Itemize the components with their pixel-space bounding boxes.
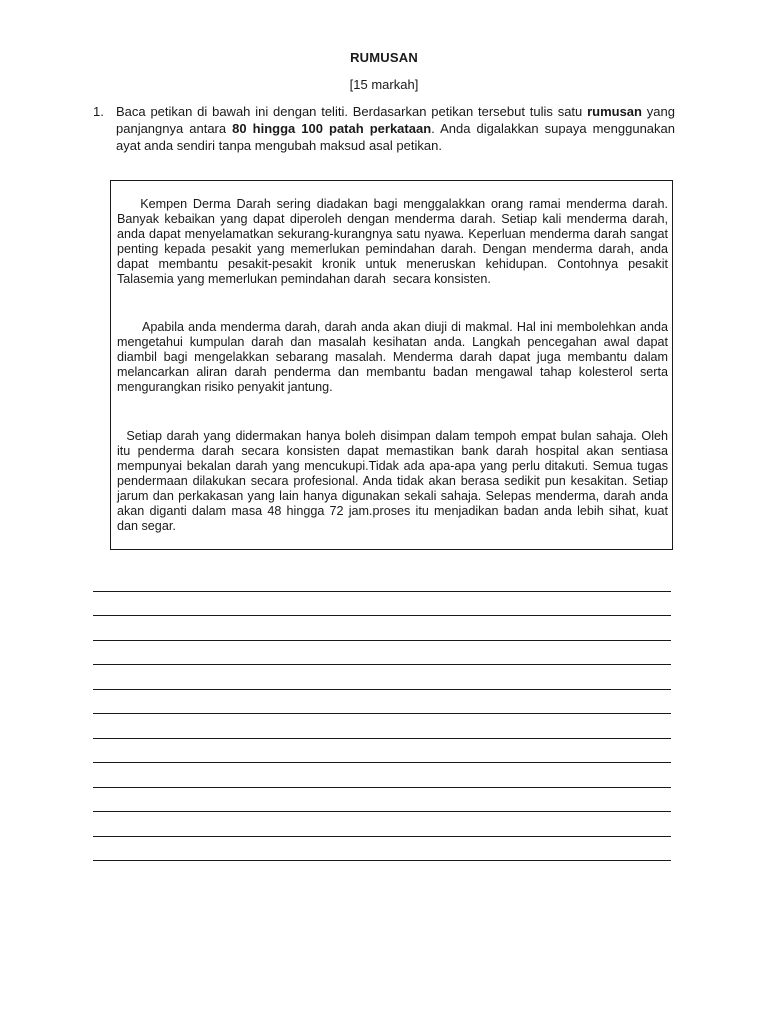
instruction-text-2: yang panjangnya antara: [116, 104, 675, 136]
question-instruction: [116, 103, 675, 154]
passage-paragraph-1: Kempen Derma Darah sering diadakan bagi menggalakkan orang ramai menderma darah. Banyak kebaikan yang dapat diperoleh dengan menderma darah. Setiap kali menderma darah, anda dapat menyelamatkan sekurang-kurangnya satu nyawa. Keperluan menderma darah sangat penting kepada pesakit yang memerlukan pemindahan darah. Dengan menderma darah, anda dapat membantu pesakit-pesakit kronik untuk meneruskan kehidupan. Contohnya pesakit Talasemia yang memerlukan pemindahan darah secara konsisten.: [117, 197, 672, 286]
question-block: [93, 103, 675, 154]
answer-line[interactable]: [93, 738, 671, 739]
answer-line[interactable]: [93, 664, 671, 665]
instruction-bold-2: 80 hingga 100 patah perkataan: [232, 121, 432, 136]
answer-line[interactable]: [93, 811, 671, 812]
passage-paragraph-2: Apabila anda menderma darah, darah anda akan diuji di makmal. Hal ini membolehkan anda mengetahui kumpulan darah dan masalah kesihatan anda. Langkah pencegahan awal dapat diambil bagi mengelakkan sebarang masalah. Menderma darah dapat juga membantu dalam melancarkan aliran darah penderma dan membantu badan mengawal tahap kolesterol serta mengurangkan risiko penyakit jantung.: [117, 320, 672, 394]
answer-line[interactable]: [93, 640, 671, 641]
instruction-text-3: . Anda digalakkan supaya menggunakan ayat anda sendiri tanpa mengubah maksud asal petikan.: [116, 121, 675, 153]
passage-paragraph-3: Setiap darah yang didermakan hanya boleh disimpan dalam tempoh empat bulan sahaja. Oleh itu penderma darah secara konsisten dapat memastikan bank darah hospital akan sentiasa mempunyai bekalan darah yang mencukupi.Tidak ada apa-apa yang perlu ditakuti. Semua tugas pendermaan dilakukan secara profesional. Anda tidak akan berasa sedikit pun kesakitan. Setiap jarum dan perkakasan yang lain hanya digunakan sekali sahaja. Selepas menderma, darah anda akan diganti dalam masa 48 hingga 72 jam.proses itu menjadikan badan anda lebih sihat, kuat dan segar.: [117, 429, 672, 533]
answer-line[interactable]: [93, 615, 671, 616]
answer-line[interactable]: [93, 836, 671, 837]
answer-line[interactable]: [93, 762, 671, 763]
marks-label: [15 markah]: [349, 77, 419, 92]
answer-line[interactable]: [93, 591, 671, 592]
answer-line[interactable]: [93, 860, 671, 861]
instruction-bold-1: rumusan: [587, 104, 642, 119]
page-title: RUMUSAN: [350, 50, 418, 65]
answer-line[interactable]: [93, 787, 671, 788]
instruction-text-1: Baca petikan di bawah ini dengan teliti. Berdasarkan petikan tersebut tulis satu: [116, 104, 588, 119]
answer-line[interactable]: [93, 689, 671, 690]
answer-line[interactable]: [93, 713, 671, 714]
question-number: 1.: [93, 104, 104, 119]
